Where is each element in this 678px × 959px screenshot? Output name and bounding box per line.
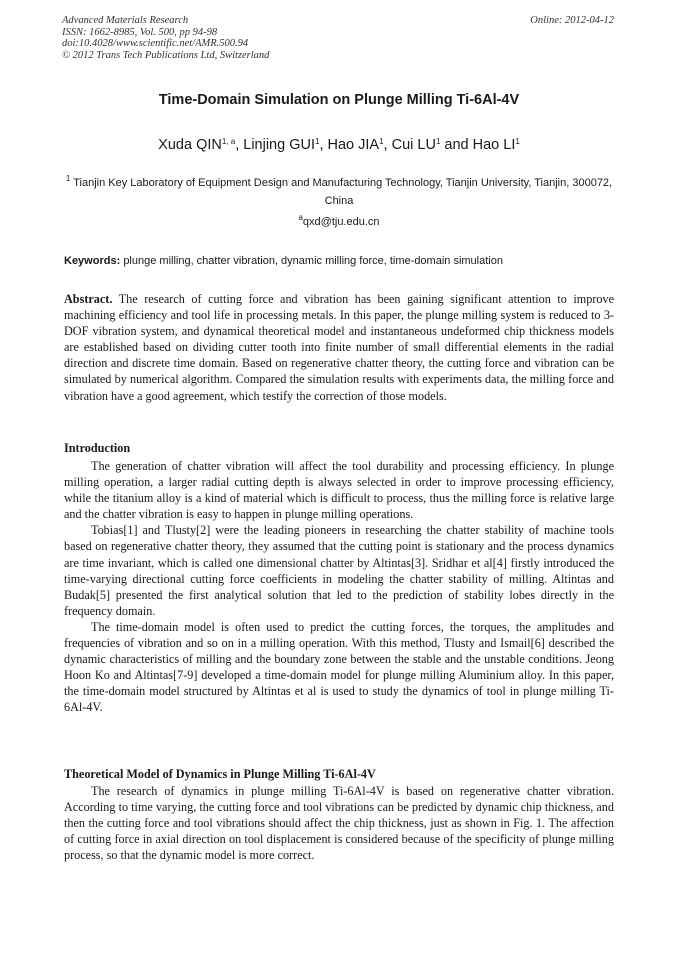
- online-date: Online: 2012-04-12: [530, 15, 614, 26]
- email-mark: a: [298, 213, 303, 223]
- affiliation: [64, 174, 614, 210]
- author: [328, 137, 392, 153]
- author-affiliation-mark: 1: [379, 137, 384, 147]
- abstract-text: The research of cutting force and vibration has been gaining significant attention to improve machining efficiency and tool life in processing metals. In this paper, the plunge milling system is reduced to 3-DOF vibration system, and dynamical theoretical model and instantaneous undeformed chip thickness models are established based on dividing cutter tooth into finite number of small differential elements in the radial direction and discrete time domain. Based on regenerative chatter theory, the cutting force and vibration can be simulated by numerical algorithm. Compared the simulation results with experiments data, the milling force and vibration have a good agreement, which testify the correction of those models.: [64, 292, 614, 403]
- author-name: Xuda QIN: [158, 137, 222, 153]
- journal-copyright: © 2012 Trans Tech Publications Ltd, Switzerland: [62, 49, 270, 61]
- paragraph: The generation of chatter vibration will affect the tool durability and processing efficiency. In plunge milling operation, a larger radial cutting depth is always selected in order to improve processing efficiency, while the titanium alloy is a kind of material which is difficult to process, thus the milling force is relative large and the chatter vibration is easy to happen in plunge milling operations.: [64, 459, 614, 522]
- author-list: [0, 137, 678, 153]
- author: [158, 137, 243, 153]
- author-separator: ,: [383, 137, 392, 153]
- contact-email: [0, 213, 678, 228]
- journal-doi[interactable]: doi:10.4028/www.scientific.net/AMR.500.94: [62, 38, 249, 49]
- paragraph: Tobias[1] and Tlusty[2] were the leading pioneers in researching the chatter stability of machine tools based on regenerative chatter theory, they assumed that the cutting point is stationary and the process dynamics are time invariant, which is called one dimensional chatter by Altintas[3]. Sridhar et al[4] firstly introduced the time-varying directional cutting force coefficients in modeling the chatter stability of milling. Altintas and Budak[5] presented the first analytical solution that led to the prediction of stability lobes directly in the frequency domain.: [64, 523, 614, 618]
- author-separator: ,: [319, 137, 328, 153]
- keywords-text: plunge milling, chatter vibration, dynamic milling force, time-domain simulation: [123, 255, 503, 267]
- keywords: [64, 255, 614, 267]
- journal-header: [62, 15, 614, 61]
- section-heading-introduction: Introduction: [64, 441, 131, 455]
- email-address[interactable]: qxd@tju.edu.cn: [302, 216, 380, 228]
- journal-name: Advanced Materials Research: [62, 15, 189, 26]
- paragraph: The research of dynamics in plunge milling Ti-6Al-4V is based on regenerative chatter vibration. According to time varying, the cutting force and tool vibrations can be predicted by dynamic chip thickness, and then the cutting force and tool vibrations should affect the chip thickness, just as shown in Fig. 1. The affection of cutting force in axial direction on tool displacement is considered because of the specificity of plunge milling process, so that the dynamic model is more correct.: [64, 784, 614, 863]
- section-heading-theory: Theoretical Model of Dynamics in Plunge Milling Ti-6Al-4V: [64, 767, 376, 781]
- author: [243, 137, 327, 153]
- author-separator: ,: [235, 137, 244, 153]
- author: [473, 137, 520, 153]
- author-name: Hao JIA: [327, 137, 380, 153]
- paragraph: The time-domain model is often used to predict the cutting forces, the torques, the amplitudes and frequencies of vibration and so on in a milling operation. With this method, Tlusty and Ismail[6] described the dynamic characteristics of milling and the boundary zone between the stable and the unstable conditions. Jeong Hoon Ko and Altintas[7-9] developed a time-domain model for plunge milling Aluminium alloy. In this paper, the time-domain model structured by Altintas et al is used to study the dynamics of tool in plunge milling Ti-6Al-4V.: [64, 619, 614, 715]
- affiliation-mark: 1: [65, 174, 71, 184]
- theory-body: [64, 783, 614, 863]
- affiliation-text: Tianjin Key Laboratory of Equipment Design and Manufacturing Technology, Tianjin University, Tianjin, 300072, China: [73, 177, 613, 207]
- paper-title: Time-Domain Simulation on Plunge Milling Ti-6Al-4V: [158, 92, 520, 108]
- abstract-label: Abstract.: [64, 292, 113, 306]
- introduction-body: [64, 458, 614, 716]
- author-affiliation-mark: 1: [515, 137, 520, 147]
- author-name: Hao LI: [472, 137, 516, 153]
- author-name: Cui LU: [391, 137, 436, 153]
- keywords-label: Keywords:: [64, 255, 121, 267]
- author-affiliation-mark: 1, a: [221, 137, 236, 147]
- author: [392, 137, 473, 153]
- author-affiliation-mark: 1: [314, 137, 320, 147]
- author-name: Linjing GUI: [243, 137, 315, 153]
- abstract: [64, 291, 614, 404]
- author-separator: and: [440, 137, 473, 153]
- author-affiliation-mark: 1: [435, 137, 441, 147]
- journal-issn: ISSN: 1662-8985, Vol. 500, pp 94-98: [62, 26, 218, 38]
